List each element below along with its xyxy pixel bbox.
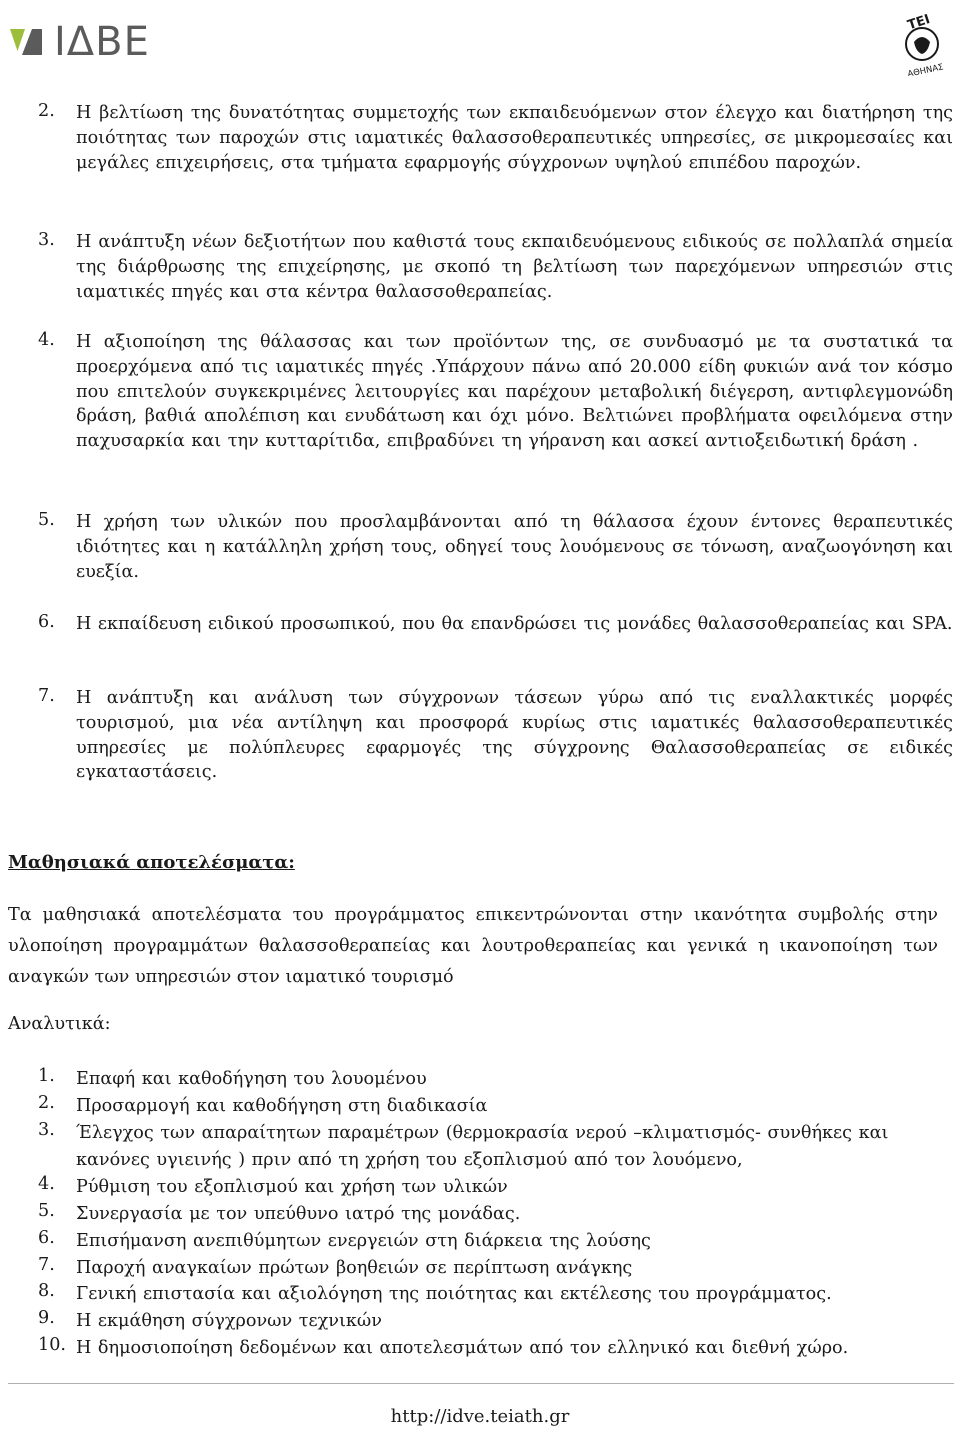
list-text: Γενική επιστασία και αξιολόγηση της ποιότητας και εκτέλεσης του προγράμματος. <box>76 1284 832 1304</box>
footer-url: http://idve.teiath.gr <box>390 1406 570 1427</box>
list-number: 3. <box>38 1120 55 1140</box>
goal-number: 4. <box>38 330 55 350</box>
goal-number: 7. <box>38 686 55 706</box>
list-text: Προσαρμογή και καθοδήγηση στη διαδικασία <box>76 1096 488 1116</box>
learning-paragraph: Τα μαθησιακά αποτελέσματα του προγράμματος επικεντρώνονται στην ικανότητα συμβολής στην υλοποίηση προγραμμάτων θαλασσοθεραπείας και λουτροθεραπείας και γενικά η ικανοποίηση των αναγκών των υπηρεσιών στον ιαματικό τουρισμό <box>8 905 938 988</box>
list-number: 2. <box>38 1093 55 1113</box>
goal-number: 2. <box>38 101 55 121</box>
tei-logo-bottom-text: ΑΘΗΝΑΣ <box>906 62 945 76</box>
goal-text: Η ανάπτυξη νέων δεξιοτήτων που καθιστά τους εκπαιδευόμενους ειδικούς σε πολλαπλά σημεία της διάρθρωσης της επιχείρησης, με σκοπό τη βελτίωση των παρεχόμενων υπηρεσιών στις ιαματικές πηγές και στα κέντρα θαλασσοθεραπείας. <box>76 232 953 302</box>
goal-text: Η ανάπτυξη και ανάλυση των σύγχρονων τάσεων γύρω από τις εναλλακτικές μορφές τουρισμού, μια νέα αντίληψη και προσφορά κυρίως στις ιαματικές θαλασσοθεραπευτικές υπηρεσίες με πολύπλευρες εφαρμογές της σύγχρονης Θαλασσοθεραπείας σε ειδικές εγκαταστάσεις. <box>76 688 953 783</box>
goal-text: Η αξιοποίηση της θάλασσας και των προϊόντων της, σε συνδυασμό με τα συστατικά τα προερχόμενα από τις ιαματικές πηγές .Υπάρχουν πάνω από 20.000 είδη φυκιών ανά τον κόσμο που επιτελούν συγκεκριμένες λειτουργίες και παρέχουν μεταβολική διέγερση, αντιφλεγμονώδη δράση, βαθιά απολέπιση και ενυδάτωση και όχι μόνο. Βελτιώνει προβλήματα οφειλόμενα στην παχυσαρκία και την κυτταρίτιδα, επιβραδύνει τη γήρανση και ασκεί αντιοξειδωτική δράση . <box>76 332 953 452</box>
list-text: Η εκμάθηση σύγχρονων τεχνικών <box>76 1311 382 1331</box>
goal-number: 6. <box>38 612 55 632</box>
goal-number: 3. <box>38 230 55 250</box>
goal-text: Η εκπαίδευση ειδικού προσωπικού, που θα επανδρώσει τις μονάδες θαλασσοθεραπείας και SPA. <box>76 614 953 634</box>
list-number: 10. <box>38 1335 66 1355</box>
detail-label: Αναλυτικά: <box>8 1014 111 1034</box>
idve-logo <box>8 19 150 65</box>
list-number: 5. <box>38 1201 55 1221</box>
list-number: 7. <box>38 1255 55 1275</box>
footer-divider <box>8 1383 954 1384</box>
idve-logo-mark-icon <box>8 23 46 61</box>
list-number: 6. <box>38 1228 55 1248</box>
list-text: Η δημοσιοποίηση δεδομένων και αποτελεσμάτων από τον ελληνικό και διεθνή χώρο. <box>76 1338 849 1358</box>
tei-athinas-logo <box>890 12 952 76</box>
list-text: Έλεγχος των απαραίτητων παραμέτρων (θερμοκρασία νερού –κλιματισμός- συνθήκες και κανόνες υγιεινής ) πριν από τη χρήση του εξοπλισμού από τον λουόμενο, <box>76 1123 889 1170</box>
idve-logo-text: ΙΔΒΕ <box>54 19 150 65</box>
tei-athinas-seal-icon <box>890 12 952 76</box>
list-text: Συνεργασία με τον υπεύθυνο ιατρό της μονάδας. <box>76 1204 521 1224</box>
goal-text: Η χρήση των υλικών που προσλαμβάνονται από τη θάλασσα έχουν έντονες θεραπευτικές ιδιότητες και η κατάλληλη χρήση τους, οδηγεί τους λουόμενους σε τόνωση, αναζωογόνηση και ευεξία. <box>76 512 953 582</box>
list-text: Ρύθμιση του εξοπλισμού και χρήση των υλικών <box>76 1177 508 1197</box>
list-text: Επισήμανση ανεπιθύμητων ενεργειών στη διάρκεια της λούσης <box>76 1231 651 1251</box>
list-text: Παροχή αναγκαίων πρώτων βοηθειών σε περίπτωση ανάγκης <box>76 1258 633 1278</box>
goal-number: 5. <box>38 510 55 530</box>
goal-text: Η βελτίωση της δυνατότητας συμμετοχής των εκπαιδευόμενων στον έλεγχο και διατήρηση της ποιότητας των παροχών στις ιαματικές θαλασσοθεραπευτικές υπηρεσίες, σε μικρομεσαίες και μεγάλες επιχειρήσεις, στα τμήματα εφαρμογής σύγχρονων υψηλού επιπέδου παροχών. <box>76 103 953 173</box>
list-text: Επαφή και καθοδήγηση του λουομένου <box>76 1069 427 1089</box>
list-number: 9. <box>38 1308 55 1328</box>
list-number: 8. <box>38 1281 55 1301</box>
list-number: 4. <box>38 1174 55 1194</box>
tei-logo-top-text: ΤΕΙ <box>905 12 932 34</box>
list-number: 1. <box>38 1066 55 1086</box>
section-title: Μαθησιακά αποτελέσματα: <box>8 852 295 873</box>
